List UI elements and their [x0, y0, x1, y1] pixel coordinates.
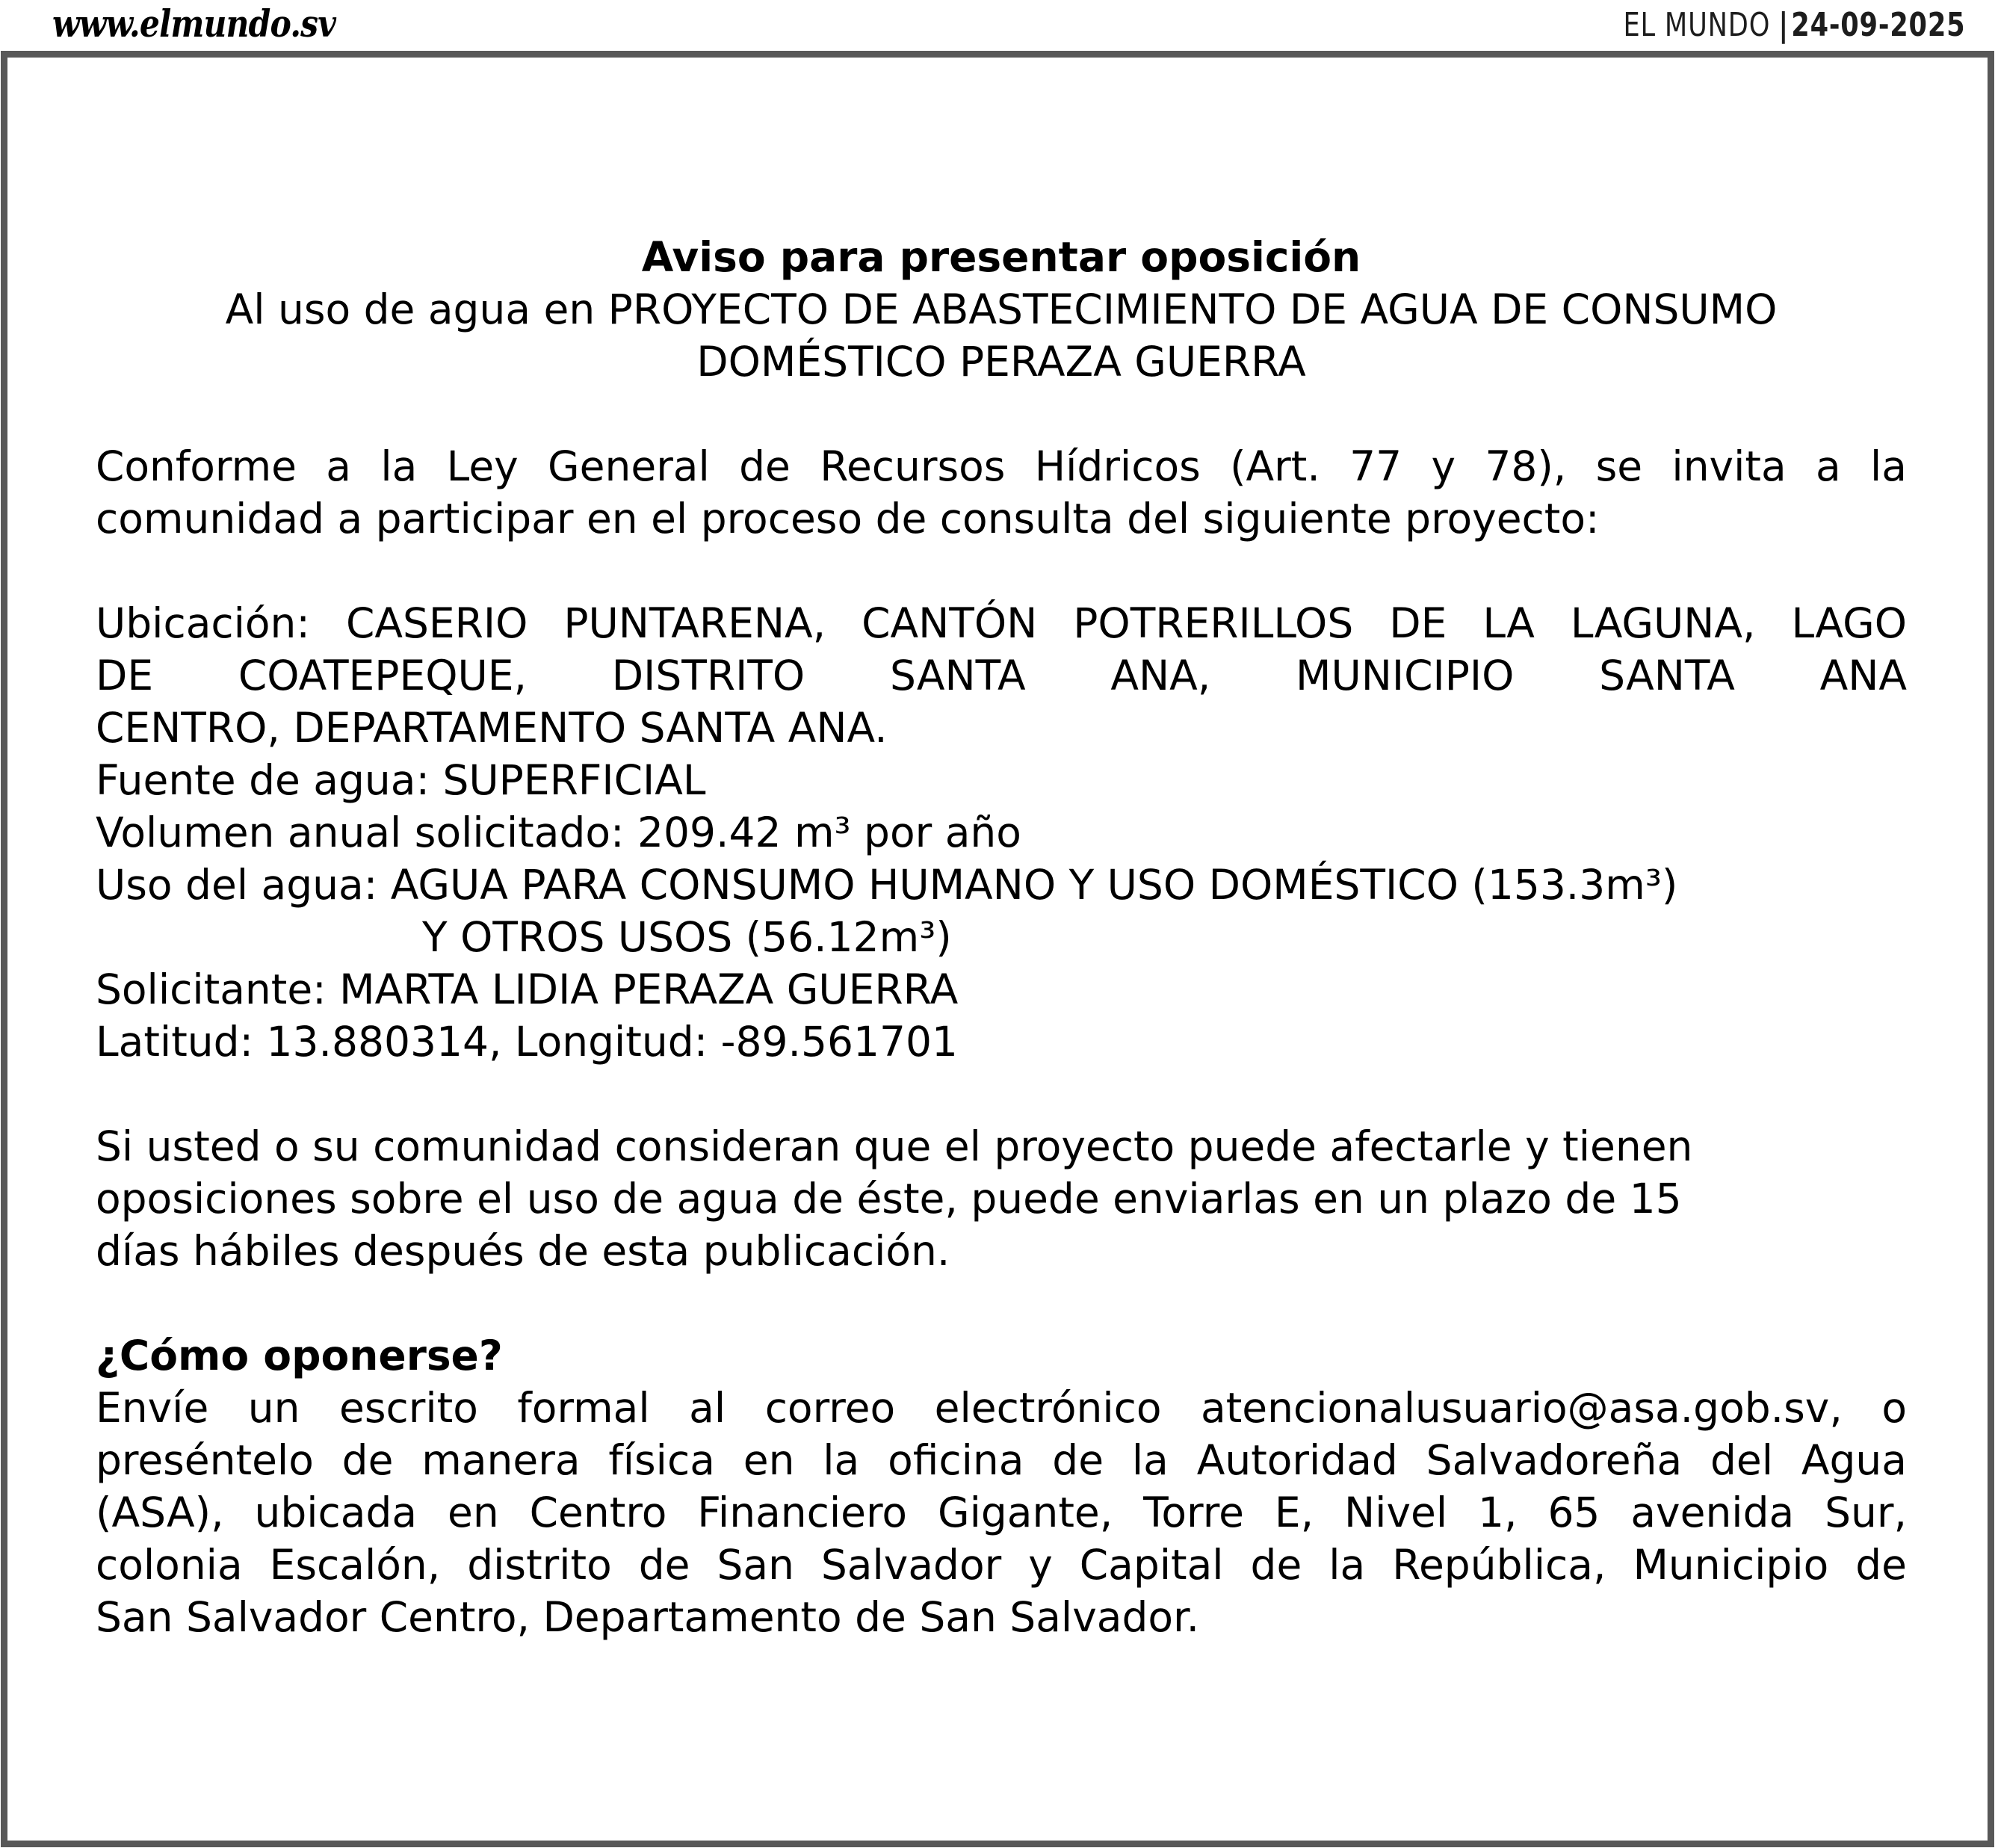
issue-date: 24-09-2025: [1790, 6, 1965, 44]
oppose-line: San Salvador Centro, Departamento de San Salvador.: [96, 1593, 1200, 1641]
oppose-line: (ASA), ubicada en Centro Financiero Gigante, Torre E, Nivel 1, 65 avenida Sur,: [96, 1489, 1907, 1536]
site-logo: www.elmundo.sv: [52, 1, 336, 46]
oppose-line: preséntelo de manera física en la oficina de la Autoridad Salvadoreña del Agua: [96, 1436, 1907, 1484]
location-line: DE COATEPEQUE, DISTRITO SANTA ANA, MUNICIPIO SANTA ANA: [96, 652, 1907, 699]
publication-date: [1623, 6, 1965, 45]
page-header: [0, 0, 1995, 51]
location-line: CENTRO, DEPARTAMENTO SANTA ANA.: [96, 704, 888, 752]
how-to-oppose-heading: ¿Cómo oponerse?: [96, 1332, 503, 1379]
intro-line: comunidad a participar en el proceso de consulta del siguiente proyecto:: [96, 495, 1600, 543]
spacer: [96, 1068, 1907, 1120]
deadline-line: Si usted o su comunidad consideran que el proyecto puede afectarle y tienen: [96, 1122, 1693, 1170]
intro-line: Conforme a la Ley General de Recursos Hídricos (Art. 77 y 78), se invita a la: [96, 442, 1907, 490]
publication-name: EL MUNDO: [1623, 6, 1770, 44]
notice-box: [1, 51, 1994, 1847]
oppose-line: Envíe un escrito formal al correo electrónico atencionalusuario@asa.gob.sv, o: [96, 1384, 1907, 1432]
deadline-line: días hábiles después de esta publicación.: [96, 1227, 950, 1275]
notice-title: Aviso para presentar oposición: [641, 233, 1361, 281]
coordinates: Latitud: 13.880314, Longitud: -89.561701: [96, 1018, 958, 1066]
water-use-continued: Y OTROS USOS (56.12m³): [422, 913, 952, 961]
separator-bar: |: [1778, 6, 1788, 44]
spacer: [96, 545, 1907, 597]
annual-volume: Volumen anual solicitado: 209.42 m³ por año: [96, 809, 1021, 856]
applicant: Solicitante: MARTA LIDIA PERAZA GUERRA: [96, 965, 959, 1013]
notice-subtitle-line: DOMÉSTICO PERAZA GUERRA: [696, 338, 1306, 386]
oppose-line: colonia Escalón, distrito de San Salvador y Capital de la República, Municipio de: [96, 1541, 1907, 1589]
spacer: [96, 388, 1907, 440]
notice-subtitle-line: Al uso de agua en PROYECTO DE ABASTECIMIENTO DE AGUA DE CONSUMO: [225, 285, 1778, 333]
location-line: Ubicación: CASERIO PUNTARENA, CANTÓN POTRERILLOS DE LA LAGUNA, LAGO: [96, 599, 1907, 647]
deadline-line: oposiciones sobre el uso de agua de éste, puede enviarlas en un plazo de 15: [96, 1175, 1682, 1223]
spacer: [96, 1277, 1907, 1329]
water-use: Uso del agua: AGUA PARA CONSUMO HUMANO Y USO DOMÉSTICO (153.3m³): [96, 861, 1678, 909]
water-source: Fuente de agua: SUPERFICIAL: [96, 756, 706, 804]
